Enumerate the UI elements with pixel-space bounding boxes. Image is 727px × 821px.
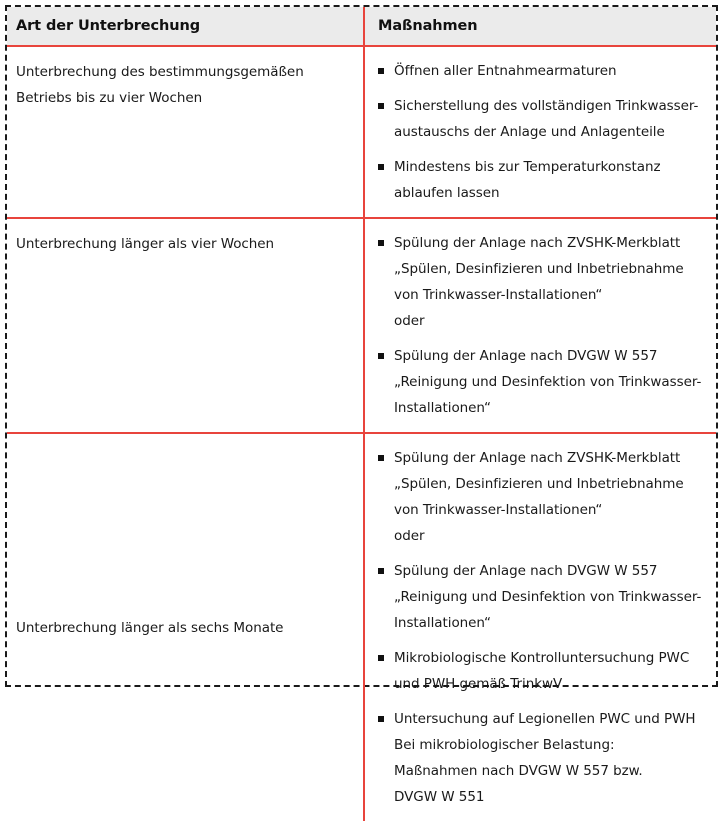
square-bullet-icon bbox=[378, 455, 384, 461]
measure-line: Sicherstellung des vollständigen Trinkwasser- bbox=[394, 98, 699, 114]
table-header-row bbox=[7, 7, 716, 46]
measure-line: Untersuchung auf Legionellen PWC und PWH bbox=[394, 711, 696, 727]
square-bullet-icon bbox=[378, 353, 384, 359]
table-row bbox=[7, 433, 716, 821]
measure-list bbox=[378, 230, 708, 421]
cell-measures bbox=[364, 433, 716, 821]
measure-line: Spülung der Anlage nach DVGW W 557 bbox=[394, 348, 658, 364]
square-bullet-icon bbox=[378, 103, 384, 109]
measure-line: und PWH gemäß TrinkwV bbox=[394, 676, 563, 692]
cell-measures bbox=[364, 46, 716, 218]
list-item bbox=[378, 154, 708, 206]
square-bullet-icon bbox=[378, 655, 384, 661]
measure-line: von Trinkwasser-Installationen“ bbox=[394, 287, 603, 303]
measure-line: austauschs der Anlage und Anlagenteile bbox=[394, 124, 665, 140]
table-row bbox=[7, 46, 716, 218]
measure-line: „Spülen, Desinfizieren und Inbetriebnahme bbox=[394, 476, 684, 492]
measure-line: Mindestens bis zur Temperaturkonstanz bbox=[394, 159, 661, 175]
column-header-type: Art der Unterbrechung bbox=[7, 7, 364, 46]
measure-line: Öffnen aller Entnahmearmaturen bbox=[394, 63, 617, 79]
table-header bbox=[7, 7, 716, 46]
cell-measures bbox=[364, 218, 716, 433]
cell-interruption-type: Unterbrechung des bestimmungsgemäßen Betriebs bis zu vier Wochen bbox=[7, 46, 364, 218]
measure-line: Spülung der Anlage nach DVGW W 557 bbox=[394, 563, 658, 579]
measure-line: ablaufen lassen bbox=[394, 185, 500, 201]
square-bullet-icon bbox=[378, 240, 384, 246]
list-item bbox=[378, 445, 708, 549]
measure-line: „Reinigung und Desinfektion von Trinkwasser- bbox=[394, 589, 702, 605]
measure-list bbox=[378, 445, 708, 810]
list-item bbox=[378, 343, 708, 421]
list-item bbox=[378, 93, 708, 145]
list-item bbox=[378, 230, 708, 334]
cell-interruption-type: Unterbrechung länger als vier Wochen bbox=[7, 218, 364, 433]
measure-line: oder bbox=[394, 528, 425, 544]
measure-line: von Trinkwasser-Installationen“ bbox=[394, 502, 603, 518]
measure-line: Installationen“ bbox=[394, 400, 491, 416]
measure-line: DVGW W 551 bbox=[394, 789, 485, 805]
table-row bbox=[7, 218, 716, 433]
measure-line: Maßnahmen nach DVGW W 557 bzw. bbox=[394, 763, 643, 779]
square-bullet-icon bbox=[378, 164, 384, 170]
list-item bbox=[378, 645, 708, 697]
square-bullet-icon bbox=[378, 568, 384, 574]
measure-line: Mikrobiologische Kontrolluntersuchung PWC bbox=[394, 650, 690, 666]
measure-line: „Spülen, Desinfizieren und Inbetriebnahme bbox=[394, 261, 684, 277]
list-item bbox=[378, 558, 708, 636]
list-item bbox=[378, 58, 708, 84]
measure-line: Spülung der Anlage nach ZVSHK-Merkblatt bbox=[394, 450, 681, 466]
measures-table-container bbox=[5, 5, 718, 805]
measure-list bbox=[378, 58, 708, 206]
square-bullet-icon bbox=[378, 716, 384, 722]
measure-line: „Reinigung und Desinfektion von Trinkwasser- bbox=[394, 374, 702, 390]
table-body bbox=[7, 46, 716, 821]
measures-table bbox=[7, 7, 716, 821]
cell-interruption-type: Unterbrechung länger als sechs Monate bbox=[16, 619, 284, 636]
measure-line: Bei mikrobiologischer Belastung: bbox=[394, 737, 615, 753]
list-item bbox=[378, 706, 708, 810]
column-header-measures: Maßnahmen bbox=[364, 7, 716, 46]
measure-line: Spülung der Anlage nach ZVSHK-Merkblatt bbox=[394, 235, 681, 251]
square-bullet-icon bbox=[378, 68, 384, 74]
measure-line: oder bbox=[394, 313, 425, 329]
measure-line: Installationen“ bbox=[394, 615, 491, 631]
